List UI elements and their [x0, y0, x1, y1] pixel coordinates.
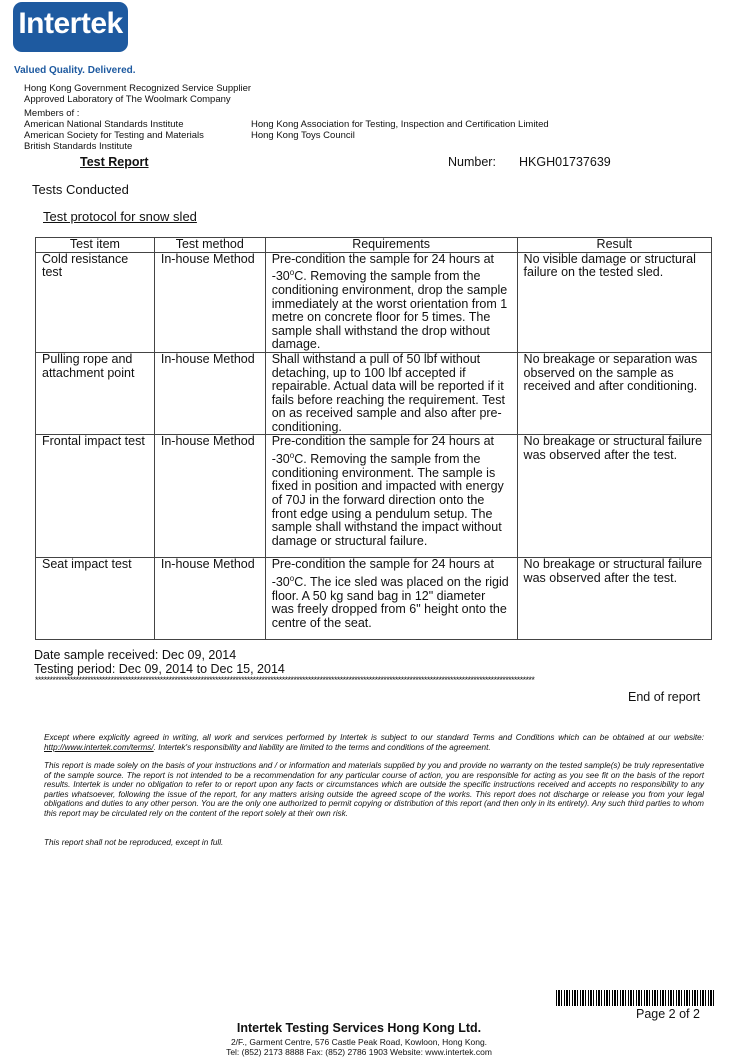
test-method-cell: In-house Method: [154, 252, 265, 352]
test-protocol-heading: Test protocol for snow sled: [43, 209, 197, 224]
requirements-text: Shall withstand a pull of 50 lbf without detaching, up to 100 lbf accepted if repairable. Actual data will be reported if it fails before reaching the requirement. Test on as received sample and also after pre-conditioning.: [271, 351, 505, 434]
footer-company: Intertek Testing Services Hong Kong Ltd.: [236, 1021, 482, 1035]
requirements-text: Pre-condition the sample for 24 hours at -30: [271, 557, 495, 590]
header-requirements: Requirements: [265, 238, 517, 253]
intertek-logo: [13, 2, 128, 52]
disclaimer-terms-text-cont: . Intertek's responsibility and liability are limited to the terms and conditions of the agreement.: [153, 742, 491, 752]
test-method-cell: In-house Method: [154, 352, 265, 435]
report-number-label: Number:: [448, 155, 496, 169]
requirements-text-cont: C. Removing the sample from the conditioning environment. The sample is fixed in position and impacted with energy of 70J in the forward direction onto the front edge using a pendulum setup. The sample shall withstand the impact without damage or structural failure.: [271, 452, 504, 548]
terms-link[interactable]: http://www.intertek.com/terms/: [44, 742, 154, 752]
degree-mark: o: [289, 451, 295, 461]
header-result: Result: [517, 238, 711, 253]
requirements-cell: [265, 558, 517, 640]
test-item-cell: Seat impact test: [36, 558, 155, 640]
disclaimer-reproduction: This report shall not be reproduced, except in full.: [44, 838, 224, 847]
approval-line: Approved Laboratory of The Woolmark Company: [24, 94, 231, 105]
member-hkatic: Hong Kong Association for Testing, Inspection and Certification Limited: [251, 119, 549, 130]
members-label: Members of :: [24, 108, 80, 119]
requirements-cell: [265, 352, 517, 435]
logo-text: Intertek: [18, 7, 123, 40]
requirements-text: Pre-condition the sample for 24 hours at -30: [271, 434, 495, 467]
disclaimer-basis: This report is made solely on the basis of your instructions and / or information and materials supplied by you and provide no warranty on the tested sample(s) be truly representative of the sample source. The report is not intended to be a recommendation for any particular course of action, you are responsible for acting as you see fit on the basis of the report results. Intertek is under no obligation to refer to or report upon any facts or circumstances which are outside the specific instructions received and accepts no responsibility to any parties whatsoever, following the issue of the report, for any matters arising outside the agreed scope of the works. This report does not discharge or release you from your legal obligations and duties to any other person. You are the only one authorized to permit copying or distribution of this report (and then only in its entirety). Any such third parties to whom this report may be circulated rely on the content of the report solely at their own risk.: [44, 761, 704, 818]
footer-address: 2/F., Garment Centre, 576 Castle Peak Road, Kowloon, Hong Kong.: [230, 1037, 488, 1047]
result-cell: No breakage or structural failure was observed after the test.: [517, 558, 711, 640]
header-test-method: Test method: [154, 238, 265, 253]
degree-mark: o: [289, 574, 295, 584]
member-bsi: British Standards Institute: [24, 141, 133, 152]
results-table: [35, 237, 712, 640]
requirements-text: Pre-condition the sample for 24 hours at -30: [271, 251, 495, 284]
result-cell: No breakage or structural failure was observed after the test.: [517, 435, 711, 558]
test-method-cell: In-house Method: [154, 558, 265, 640]
date-received: Date sample received: Dec 09, 2014: [34, 648, 237, 662]
disclaimer-terms-text: Except where explicitly agreed in writing, all work and services performed by Intertek is subject to our standard Terms and Conditions which can be obtained at our website:: [44, 733, 704, 742]
test-item-cell: Frontal impact test: [36, 435, 155, 558]
table-row: [36, 435, 712, 558]
table-row: [36, 252, 712, 352]
result-cell: No breakage or separation was observed on the sample as received and after conditioning.: [517, 352, 711, 435]
degree-mark: o: [289, 268, 295, 278]
member-astm: American Society for Testing and Materials: [24, 130, 204, 141]
barcode-image: [556, 990, 714, 1006]
recognition-line: Hong Kong Government Recognized Service Supplier: [24, 83, 252, 94]
star-separator: ****************************************************************************************************************************************************************************: [35, 675, 535, 685]
table-header-row: [36, 238, 712, 253]
requirements-cell: [265, 435, 517, 558]
requirements-cell: [265, 252, 517, 352]
test-method-cell: In-house Method: [154, 435, 265, 558]
page-number: Page 2 of 2: [636, 1007, 700, 1021]
requirements-text-cont: C. The ice sled was placed on the rigid floor. A 50 kg sand bag in 12" diameter was freely dropped from 6" height onto the centre of the seat.: [271, 575, 509, 630]
tests-conducted-heading: Tests Conducted: [32, 182, 129, 197]
test-item-cell: Pulling rope and attachment point: [36, 352, 155, 435]
table-row: [36, 558, 712, 640]
report-number: HKGH01737639: [519, 155, 611, 169]
result-cell: No visible damage or structural failure on the tested sled.: [517, 252, 711, 352]
requirements-text-cont: C. Removing the sample from the conditioning environment, drop the sample immediately at the worst orientation from 1 metre on concrete floor for 5 times. The sample shall withstand the drop without damage.: [271, 269, 508, 352]
disclaimer-terms: [44, 733, 704, 752]
footer-contact: Tel: (852) 2173 8888 Fax: (852) 2786 1903 Website: www.intertek.com: [226, 1047, 492, 1057]
report-title: Test Report: [80, 155, 149, 169]
table-row: [36, 352, 712, 435]
header-test-item: Test item: [36, 238, 155, 253]
test-item-cell: Cold resistance test: [36, 252, 155, 352]
tagline: Valued Quality. Delivered.: [14, 65, 136, 76]
member-ansi: American National Standards Institute: [24, 119, 184, 130]
member-hk-toys-council: Hong Kong Toys Council: [251, 130, 355, 141]
testing-period: Testing period: Dec 09, 2014 to Dec 15, 2014: [34, 662, 285, 676]
end-of-report: End of report: [628, 690, 701, 704]
